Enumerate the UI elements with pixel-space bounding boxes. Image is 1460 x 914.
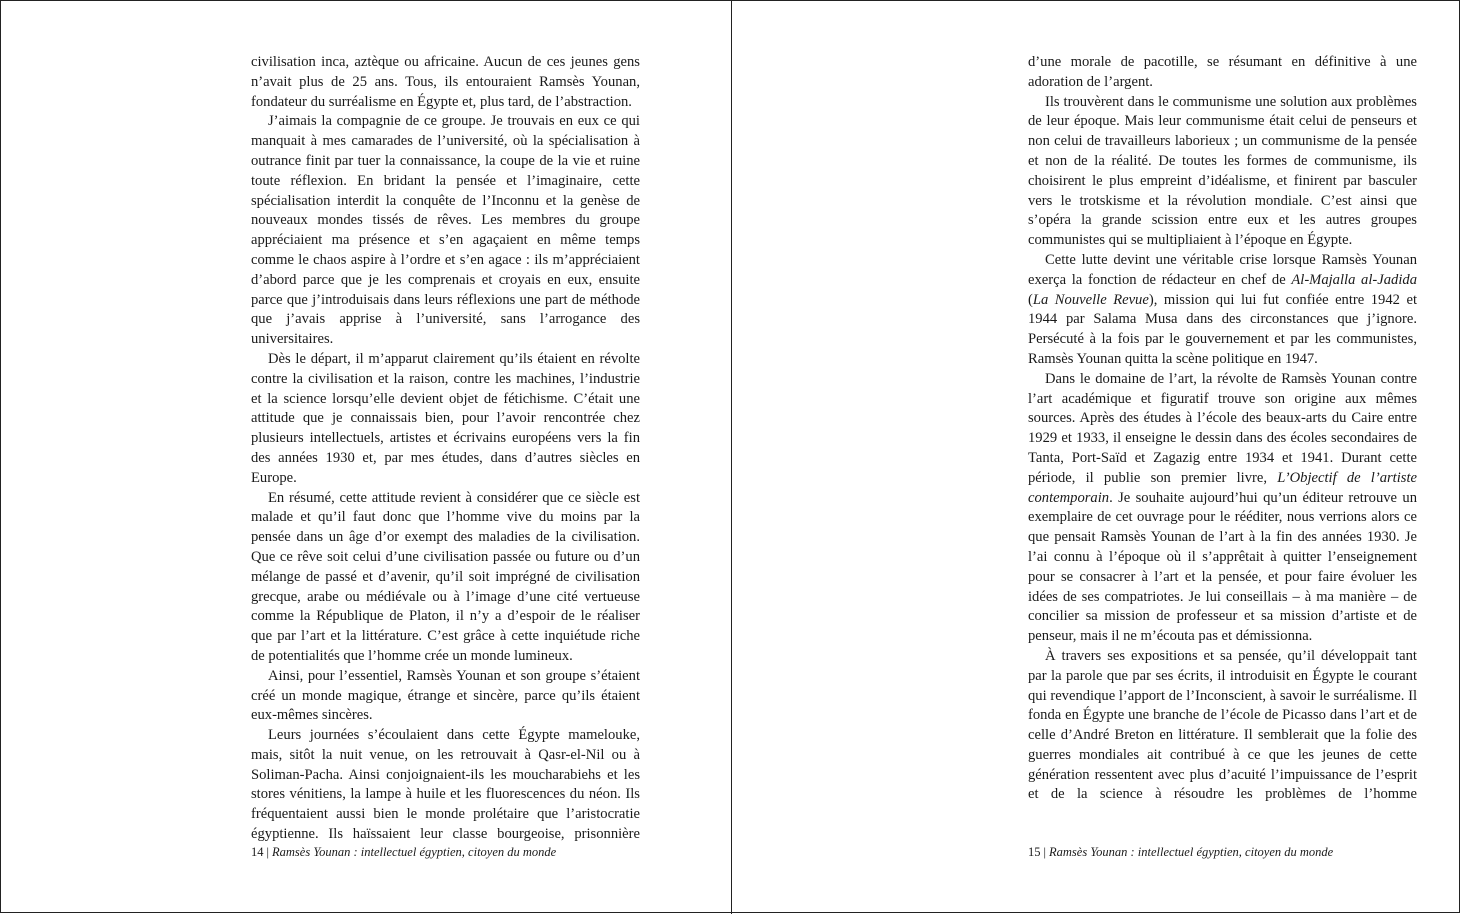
paragraph xyxy=(1028,251,1417,370)
right-page xyxy=(732,1,1460,914)
journal-title-translation: La Nouvelle Revue xyxy=(1032,291,1149,308)
running-title: Ramsès Younan : intellectuel égyptien, citoyen du monde xyxy=(272,845,557,859)
footer-separator: | xyxy=(1043,845,1047,859)
paragraph xyxy=(1028,370,1417,647)
right-page-text xyxy=(1028,53,1417,805)
left-page-text xyxy=(251,53,640,845)
paragraph: À travers ses expositions et sa pensée, qu’il développait tant par la parole que par ses écrits, il introduisit en Égypte le courant qui revendique l’apport de l’Inconscient, à savoir le surréalisme. Il fonda en Égypte une branche de l’école de Picasso dans l’art et de celle d’André Breton en littérature. Il semblerait que la folie des guerres mondiales ait contribué à ce que les jeunes de cette génération ressentent avec plus d’acuité l’impuissance de l’esprit et de la science à résoudre les problèmes de l’homme xyxy=(1028,647,1417,803)
paragraph: civilisation inca, aztèque ou africaine. Aucun de ces jeunes gens n’avait plus de 25 ans. Tous, ils entouraient Ramsès Younan, fondateur du surréalisme en Égypte et, plus tard, de l’abstraction. xyxy=(251,54,640,110)
paragraph: J’aimais la compagnie de ce groupe. Je trouvais en eux ce qui manquait à mes camarades de l’université, où la spécialisation à outrance finit par tuer la connaissance, la coupe de la vie et ruine toute réflexion. En bridant la pensée et l’imaginaire, cette spécialisation interdit la conquête de l’Inconnu et la genèse de nouveaux mondes tissés de rêves. Les membres du groupe appréciaient ma présence et s’en agaçaient en même temps comme le chaos aspire à l’ordre et s’en agace : ils m’appréciaient d’abord parce que je les comprenais et croyais en eux, ensuite parce que j’introduisais dans leurs réflexions une part de méthode que j’avais apprise à l’université, sans l’arrogance des universitaires. xyxy=(251,113,640,348)
text-run: ( xyxy=(1028,291,1033,308)
text-run: Dans le domaine de l’art, la révolte de Ramsès Younan contre l’art académique et figuratif trouve son origine aux mêmes sources. Après des études à l’école des beaux-arts du Caire entre 1929 et 1933, il enseigne le dessin dans des écoles secondaires de Tanta, Port-Saïd et Zagazig entre 1934 et 1941. Durant cette période, il publie son premier livre, xyxy=(1028,370,1417,486)
paragraph: En résumé, cette attitude revient à considérer que ce siècle est malade et qu’il faut donc que l’homme vive du moins par la pensée dans un âge d’or exempt des maladies de la civilisation. Que ce rêve soit celui d’une civilisation passée ou future ou d’un mélange de passé et d’avenir, qu’il soit imprégné de civilisation grecque, arabe ou médiévale ou à l’image d’une cité vertueuse comme la République de Platon, il n’y a d’espoir de le réaliser que par l’art et la littérature. C’est grâce à cette inquiétude riche de potentialités que l’homme crée un monde lumineux. xyxy=(251,489,640,664)
paragraph: Ils trouvèrent dans le communisme une solution aux problèmes de leur époque. Mais leur communisme était celui de penseurs et non celui de travailleurs laborieux ; un communisme de la pensée et non de la réalité. De toutes les formes de communisme, ils choisirent le plus empreint d’idéalisme, et finirent par basculer vers le trotskisme et la révolution mondiale. C’est ainsi que s’opéra la grande scission entre eux et les autres groupes communistes qui se multipliaient à l’époque en Égypte. xyxy=(1028,93,1417,249)
left-page xyxy=(1,1,731,914)
paragraph: Dès le départ, il m’apparut clairement qu’ils étaient en révolte contre la civilisation et la raison, contre les machines, l’industrie et la science lorsqu’elle devient objet de fétichisme. C’était une attitude que je connaissais bien, pour l’avoir rencontrée chez plusieurs intellectuels, artistes et écrivains européens vers la fin des années 1930 et, par mes études, dans d’autres siècles en Europe. xyxy=(251,350,640,486)
book-title: L’Objectif de l’artiste contemporain xyxy=(1028,469,1417,506)
page-number: 15 xyxy=(1028,845,1041,859)
paragraph: Leurs journées s’écoulaient dans cette Égypte mamelouke, mais, sitôt la nuit venue, on les retrouvait à Qasr-el-Nil ou à Soliman-Pacha. Ainsi conjoignaient-ils les moucharabiehs et les stores vénitiens, la lampe à huile et les fluorescences du néon. Ils fréquentaient aussi bien le monde prolétaire que l’aristocratie égyptienne. Ils haïssaient leur classe bourgeoise, prisonnière xyxy=(251,727,640,843)
footer-separator: | xyxy=(266,845,270,859)
page-number: 14 xyxy=(251,845,264,859)
paragraph: Ainsi, pour l’essentiel, Ramsès Younan et son groupe s’étaient créé un monde magique, étrange et sincère, parce qu’ils étaient eux-mêmes sincères. xyxy=(251,667,640,724)
right-page-footer xyxy=(1028,845,1333,860)
text-run: Cette lutte devint une véritable crise lorsque Ramsès Younan exerça la fonction de rédacteur en chef de xyxy=(1028,251,1417,288)
journal-title: Al-Majalla al-Jadida xyxy=(1291,271,1417,288)
left-page-footer xyxy=(251,845,556,860)
text-run: ), mission qui lui fut confiée entre 1942 et 1944 par Salama Musa dans des circonstances que j’ignore. Persécuté à la fois par le gouvernement et par les communistes, Ramsès Younan quitta la scène politique en 1947. xyxy=(1028,291,1417,367)
paragraph: d’une morale de pacotille, se résumant en définitive à une adoration de l’argent. xyxy=(1028,54,1417,90)
running-title: Ramsès Younan : intellectuel égyptien, citoyen du monde xyxy=(1049,845,1334,859)
text-run: . Je souhaite aujourd’hui qu’un éditeur retrouve un exemplaire de cet ouvrage pour le rééditer, nous verrions alors ce que pensait Ramsès Younan de l’art à la fin des années 1930. Je l’ai connu à l’époque où il s’apprêtait à quitter l’enseignement pour se consacrer à l’art et la pensée, et pour faire évoluer les idées de ses compatriotes. Je lui conseillais – à ma manière – de concilier sa mission de professeur et sa mission d’artiste et de penseur, mais il ne m’écouta pas et démissionna. xyxy=(1028,489,1417,645)
